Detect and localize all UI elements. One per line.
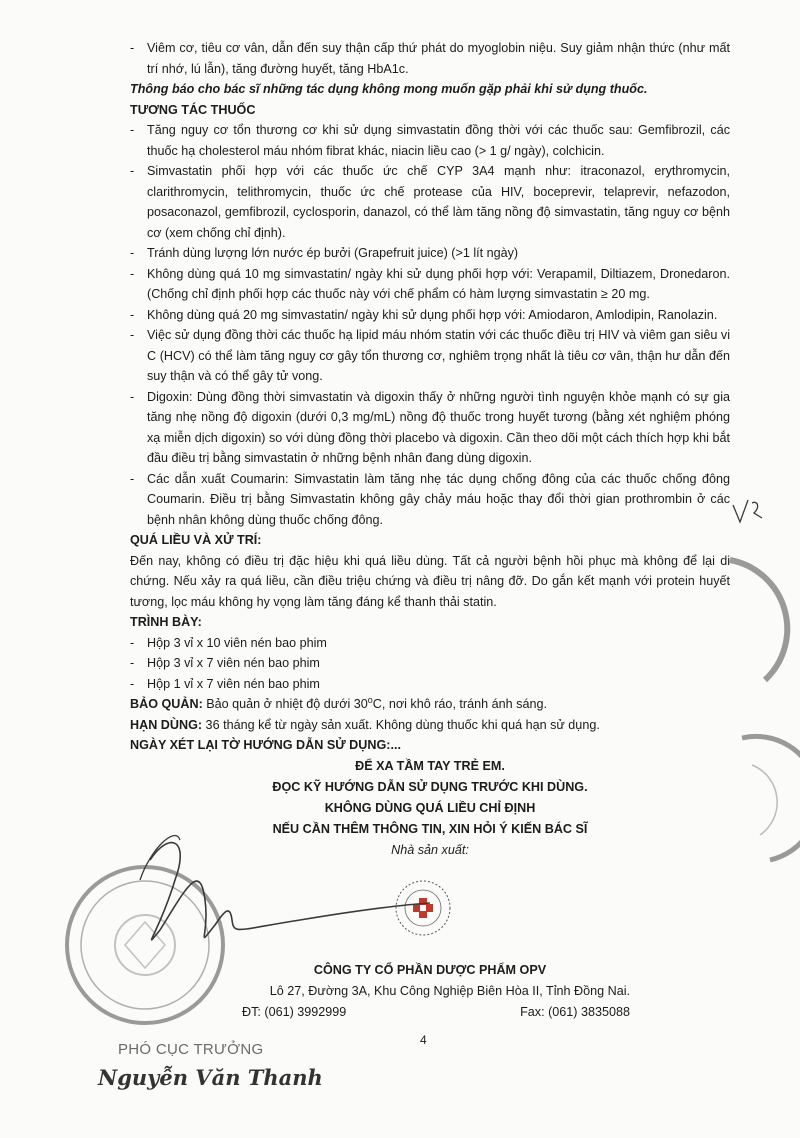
interaction-item: - Không dùng quá 20 mg simvastatin/ ngày khi sử dụng phối hợp với: Amiodaron, Amlodipin, Ranolazin. xyxy=(130,305,730,326)
side-effect-notice: Thông báo cho bác sĩ những tác dụng không mong muốn gặp phải khi sử dụng thuốc. xyxy=(130,82,648,96)
overdose-heading: QUÁ LIỀU VÀ XỬ TRÍ: xyxy=(130,533,262,547)
interactions-heading: TƯƠNG TÁC THUỐC xyxy=(130,102,256,117)
shelf-life-label: HẠN DÙNG: xyxy=(130,717,203,732)
interaction-item: - Simvastatin phối hợp với các thuốc ức chế CYP 3A4 mạnh như: itraconazol, erythromycin, clarithromycin, telithromycin, thuốc ức chế protease của HIV, boceprevir, telaprevir, nefazodon, posaconazol, gemfibrozil, cyclosporin, danazol, có thể làm tăng nồng độ simvastatin, tăng nguy cơ bệnh cơ (xem chống chỉ định). xyxy=(130,161,730,243)
presentation-item: - Hộp 1 vỉ x 7 viên nén bao phim xyxy=(130,674,730,695)
manufacturer-phone: ĐT: (061) 3992999 xyxy=(242,1005,347,1019)
signatory-name: Nguyễn Văn Thanh xyxy=(98,1065,323,1090)
storage-line xyxy=(130,694,730,715)
interaction-item: - Tăng nguy cơ tổn thương cơ khi sử dụng simvastatin đồng thời với các thuốc sau: Gemfibrozil, các thuốc hạ cholesterol máu nhóm fibrat khác, niacin liều cao (> 1 g/ ngày), colchicin. xyxy=(130,120,730,161)
storage-label: BẢO QUẢN: xyxy=(130,697,203,711)
leaflet-body xyxy=(130,38,730,860)
warning-line: KHÔNG DÙNG QUÁ LIỀU CHỈ ĐỊNH xyxy=(324,800,536,815)
interaction-item: - Việc sử dụng đồng thời các thuốc hạ lipid máu nhóm statin với các thuốc điều trị HIV và viêm gan siêu vi C (HCV) có thể làm tăng nguy cơ gây tổn thương cơ, nghiêm trọng nhất là tiêu cơ vân, thận hư dẫn đến suy thận và có thể gây tử vong. xyxy=(130,325,730,387)
overdose-text: Đến nay, không có điều trị đặc hiệu khi quá liều dùng. Tất cả người bệnh hồi phục mà không để lại di chứng. Nếu xảy ra quá liều, cần điều triệu chứng và điều trị nâng đỡ. Do gắn kết mạnh với protein huyết tương, lọc máu không hy vọng làm tăng đáng kể thanh thải statin. xyxy=(130,553,730,609)
storage-text-after: C, nơi khô ráo, tránh ánh sáng. xyxy=(372,697,547,711)
manufacturer-block xyxy=(230,960,630,1023)
interaction-item: - Không dùng quá 10 mg simvastatin/ ngày khi sử dụng phối hợp với: Verapamil, Diltiazem, Dronedaron. (Chống chỉ định phối hợp các thuốc này với chế phẩm có hàm lượng simvastatin ≥ 20 mg. xyxy=(130,264,730,305)
manufacturer-address: Lô 27, Đường 3A, Khu Công Nghiệp Biên Hòa II, Tỉnh Đồng Nai. xyxy=(269,984,630,998)
interaction-item: - Tránh dùng lượng lớn nước ép bưởi (Grapefruit juice) (>1 lít ngày) xyxy=(130,243,730,264)
page-number: 4 xyxy=(420,1033,427,1047)
warning-line: NẾU CẦN THÊM THÔNG TIN, XIN HỎI Ý KIẾN BÁC SĨ xyxy=(272,821,588,836)
manufacturer-contacts xyxy=(230,1002,630,1023)
warning-line: ĐỂ XA TẦM TAY TRẺ EM. xyxy=(355,758,505,773)
warning-line: ĐỌC KỸ HƯỚNG DẪN SỬ DỤNG TRƯỚC KHI DÙNG. xyxy=(272,779,588,794)
review-date: NGÀY XÉT LẠI TỜ HƯỚNG DẪN SỬ DỤNG:... xyxy=(130,738,401,752)
interaction-item: - Các dẫn xuất Coumarin: Simvastatin làm tăng nhẹ tác dụng chống đông của các thuốc chống đông Coumarin. Điều trị bằng Simvastatin không gây chảy máu hoặc thay đổi thời gian prothrombin ở các bệnh nhân không dùng thuốc chống đông. xyxy=(130,469,730,531)
storage-degree: o xyxy=(367,694,373,705)
presentation-heading: TRÌNH BÀY: xyxy=(130,615,202,629)
interaction-item: - Digoxin: Dùng đồng thời simvastatin và digoxin thấy ở những người tình nguyện khỏe mạnh có sự gia tăng nhẹ nồng độ digoxin (dưới 0,3 mg/mL) nồng độ thuốc trong huyết tương (bằng xét nghiệm phóng xạ miễn dịch digoxin) so với dùng đồng thời placebo và digoxin. Cần theo dõi một cách thích hợp khi bắt đầu điều trị bằng simvastatin ở những bệnh nhân đang dùng digoxin. xyxy=(130,387,730,469)
manufacturer-label: Nhà sản xuất: xyxy=(391,842,469,857)
storage-text: Bảo quản ở nhiệt độ dưới 30 xyxy=(202,697,368,711)
shelf-life-line xyxy=(130,715,730,736)
presentation-item: - Hộp 3 vỉ x 10 viên nén bao phim xyxy=(130,633,730,654)
presentation-item: - Hộp 3 vỉ x 7 viên nén bao phim xyxy=(130,653,730,674)
manufacturer-fax: Fax: (061) 3835088 xyxy=(520,1005,630,1019)
side-effect-item: - Viêm cơ, tiêu cơ vân, dẫn đến suy thận cấp thứ phát do myoglobin niệu. Suy giảm nhận thức (như mất trí nhớ, lú lẫn), tăng đường huyết, tăng HbA1c. xyxy=(130,38,730,79)
signatory-title: PHÓ CỤC TRƯỞNG xyxy=(118,1041,264,1058)
shelf-life-text: 36 tháng kể từ ngày sản xuất. Không dùng thuốc khi quá hạn sử dụng. xyxy=(202,717,600,732)
manufacturer-name: CÔNG TY CỔ PHẦN DƯỢC PHẨM OPV xyxy=(313,963,547,977)
